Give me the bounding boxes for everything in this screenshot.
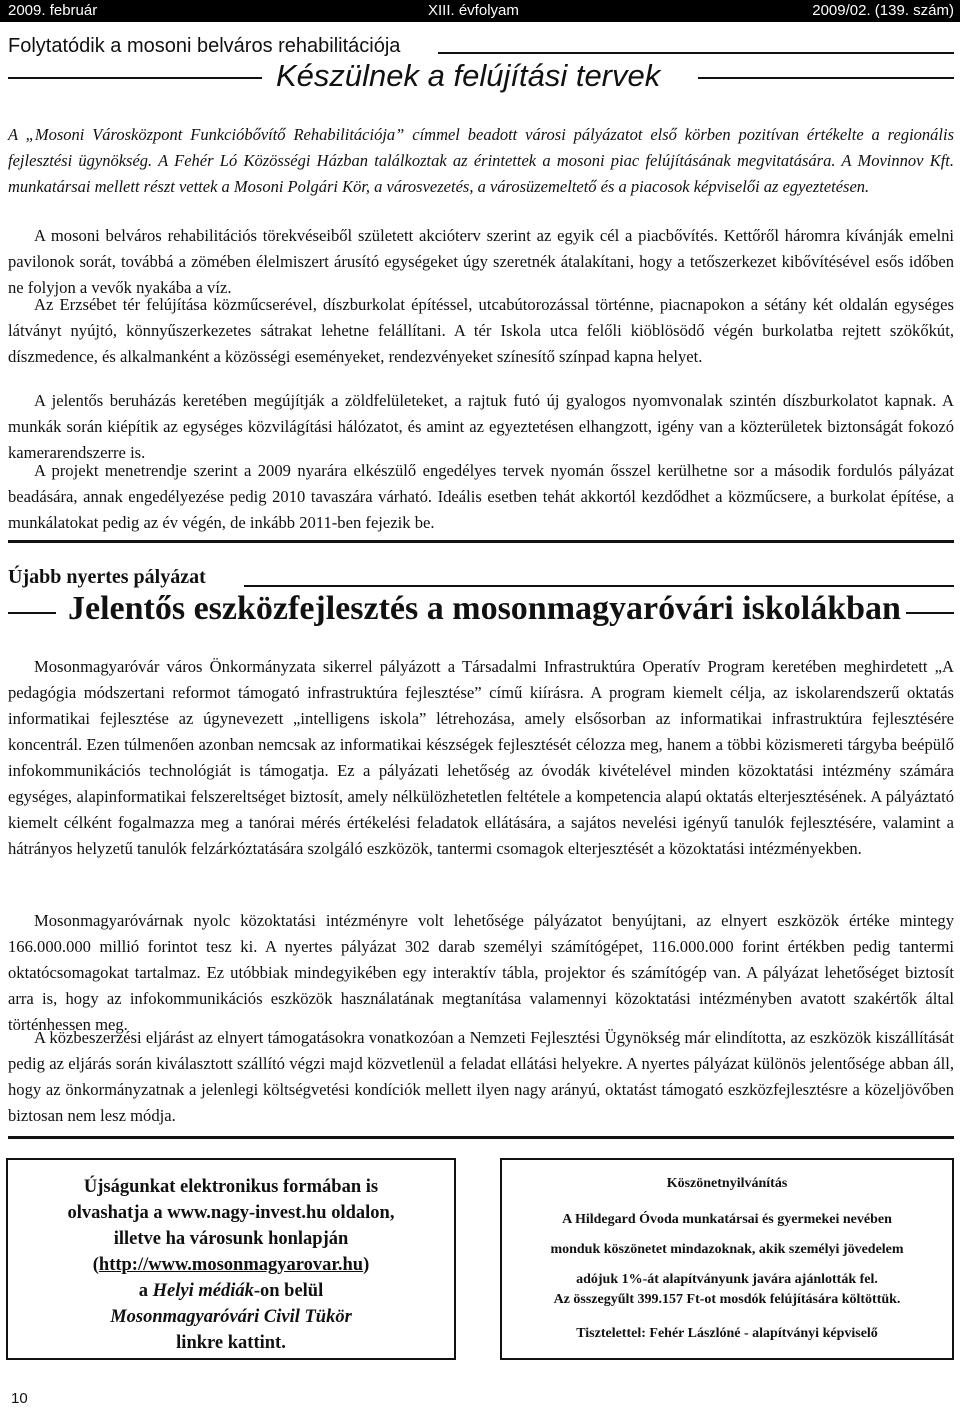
issue-date: 2009. február bbox=[8, 2, 98, 19]
line5-post: -on belül bbox=[253, 1281, 324, 1301]
city-website-link[interactable]: http://www.mosonmagyarovar.hu bbox=[98, 1255, 364, 1275]
article1-paragraph: A mosoni belváros rehabilitációs törekvéseiből született akcióterv szerint az egyik cél a piacbővítés. Kettőről háromra kívánják emelni pavilonok sorát, továbbá a zömében élelmiszert árusító egységeket úgy szeretnék átalakítani, hogy a tetőszerkezet kibővítésével esős időben ne folyjon a vevők nyakába a víz. bbox=[8, 226, 954, 297]
line5-pre: a bbox=[138, 1281, 153, 1301]
section-divider bbox=[8, 540, 954, 543]
box-left-line: Újságunkat elektronikus formában is bbox=[83, 1177, 379, 1197]
issue-volume: XIII. évfolyam bbox=[428, 2, 519, 19]
box-left-url-line bbox=[8, 1252, 454, 1278]
article1-title-rule-left bbox=[8, 77, 262, 79]
bottom-divider bbox=[8, 1136, 954, 1139]
acknowledgement-line: adójuk 1%-át alapítványunk javára ajánlották fel. bbox=[576, 1272, 878, 1287]
acknowledgement-box bbox=[500, 1158, 954, 1360]
acknowledgement-line: Az összegyűlt 399.157 Ft-ot mosdók felújítására költöttük. bbox=[553, 1292, 901, 1307]
article2-kicker: Újabb nyertes pályázat bbox=[8, 566, 206, 588]
article1-title: Készülnek a felújítási tervek bbox=[276, 58, 661, 93]
article1-paragraph: A jelentős beruházás keretében megújítják a zöldfelületeket, a rajtuk futó új gyalogos nyomvonalak szintén díszburkolatot kapnak. A munkák során kiépítik az egységes közvilágítási hálózatot, és amint az egyeztetésen elhangzott, igény van a közterületek biztonságát fokozó kamerarendszerre is. bbox=[8, 391, 954, 462]
electronic-edition-box bbox=[6, 1158, 456, 1360]
acknowledgement-line: monduk köszönetet mindazoknak, akik személyi jövedelem bbox=[550, 1242, 904, 1257]
article2-paragraph: Mosonmagyaróvár város Önkormányzata sikerrel pályázott a Társadalmi Infrastruktúra Operatív Program keretében meghirdetett „A pedagógia módszertani reformot támogató infrastruktúra fejlesztése” című kiírásra. A program kiemelt célja, az iskolarendszerű oktatás informatikai fejlesztése az úgynevezett „intelligens iskola” létrehozása, amely elsősorban az informatikai infrastruktúra fejlesztésére koncentrál. Ezen túlmenően azonban nemcsak az informatikai készségek fejlesztését célozza meg, hanem a többi közismereti tárgyba beépülő infokommunikációs technológiát is támogatja. Ez a pályázati lehetőség az óvodák kivételével minden közoktatási intézmény számára egységes, alapinformatikai felszereltséget biztosít, amely nélkülözhetetlen feltétele a kompetencia alapú oktatás elterjesztésének. A pályáztató kiemelt célként fogalmazza meg a tanórai mérés értékelési feladatok ellátására, a sajátos nevelési igényű tanulók fejlesztésére, valamint a hátrányos helyzetű tanulók felzárkóztatására szolgáló eszközök, tantermi csomagok elterjesztését a közoktatási intézményekben. bbox=[8, 657, 954, 858]
article1-title-rule-right bbox=[698, 77, 954, 79]
acknowledgement-signature: Tisztelettel: Fehér Lászlóné - alapítványi képviselő bbox=[576, 1326, 878, 1341]
article1-kicker-rule bbox=[438, 52, 954, 54]
issue-number: 2009/02. (139. szám) bbox=[812, 2, 954, 19]
acknowledgement-line: A Hildegard Óvoda munkatársai és gyermekei nevében bbox=[562, 1212, 892, 1227]
page-number: 10 bbox=[11, 1390, 28, 1407]
acknowledgement-title: Köszönetnyilvánítás bbox=[666, 1176, 788, 1191]
article2-paragraph: Mosonmagyaróvárnak nyolc közoktatási intézményre volt lehetősége pályázatot benyújtani, az elnyert eszközök értéke mintegy 166.000.000 millió forintot tesz ki. A nyertes pályázat 302 darab személyi számítógépet, 116.000.000 forint értékben pedig tantermi oktatócsomagokat tartalmaz. Ez utóbbiak mindegyikében egy interaktív tábla, projektor és számítógép van. A pályázat lehetőséget biztosít arra is, hogy az infokommunikációs eszközök használatának megtanítása valamennyi közoktatási intézményben avatott szakértők által történhessen meg. bbox=[8, 911, 954, 1034]
paren-open: ( bbox=[92, 1255, 99, 1275]
article2-title-rule-right bbox=[906, 612, 954, 614]
article1-lead: A „Mosoni Városközpont Funkcióbővítő Rehabilitációja” címmel beadott városi pályázatot első körben pozitívan értékelte a regionális fejlesztési ügynökség. A Fehér Ló Közösségi Házban találkoztak az érintettek a mosoni piac felújításának megvitatására. A Movinnov Kft. munkatársai mellett részt vettek a Mosoni Polgári Kör, a városvezetés, a városüzemeltető és a piacosok képviselői az egyeztetésen. bbox=[8, 125, 954, 196]
article1-kicker: Folytatódik a mosoni belváros rehabilitációja bbox=[8, 35, 401, 57]
article2-kicker-rule bbox=[244, 585, 954, 587]
issue-header-bar bbox=[0, 0, 960, 22]
article1-paragraph: Az Erzsébet tér felújítása közműcserével, díszburkolat építéssel, utcabútorozással történne, piacnapokon a sétány két oldalán egységes látványt nyújtó, könnyűszerkezetes sátrakat lehetne felállítani. A tér Iskola utca felőli kiöblösödő végén burkolatba rejtett szökőkút, díszmedence, és alkalmanként a közösségi eseményeket, rendezvényeket színesítő színpad kapna helyet. bbox=[8, 295, 954, 366]
article2-paragraph: A közbeszerzési eljárást az elnyert támogatásokra vonatkozóan a Nemzeti Fejlesztési Ügynökség már elindította, az eszközök kiszállítását pedig az eljárás során kiválasztott szállító végzi majd közvetlenül a feladat ellátási helyekre. A nyertes pályázat különös jelentősége abban áll, hogy az önkormányzatnak a jelenlegi költségvetési kondíciók mellett ilyen nagy arányú, oktatást támogató eszközfejlesztésre a közeljövőben biztosan nem lesz módja. bbox=[8, 1028, 954, 1125]
helyi-mediak-text: Helyi médiák bbox=[152, 1281, 254, 1301]
box-left-line: Mosonmagyaróvári Civil Tükör bbox=[110, 1307, 352, 1327]
paren-close: ) bbox=[363, 1255, 370, 1275]
box-left-line: linkre kattint. bbox=[176, 1333, 286, 1353]
box-left-line: illetve ha városunk honlapján bbox=[113, 1229, 349, 1249]
box-left-line: olvashatja a www.nagy-invest.hu oldalon, bbox=[67, 1203, 395, 1223]
box-left-line bbox=[8, 1278, 454, 1304]
article2-title-rule-left bbox=[8, 612, 56, 614]
article1-paragraph: A projekt menetrendje szerint a 2009 nyarára elkészülő engedélyes tervek nyomán ősszel kerülhetne sor a második fordulós pályázat beadására, annak engedélyezése pedig 2010 tavaszára várható. Ideális esetben tehát akkortól kezdődhet a közműcsere, a burkolat építése, a munkálatokat pedig az év végén, de inkább 2011-ben fejezik be. bbox=[8, 461, 954, 532]
article2-title: Jelentős eszközfejlesztés a mosonmagyaróvári iskolákban bbox=[68, 590, 901, 627]
